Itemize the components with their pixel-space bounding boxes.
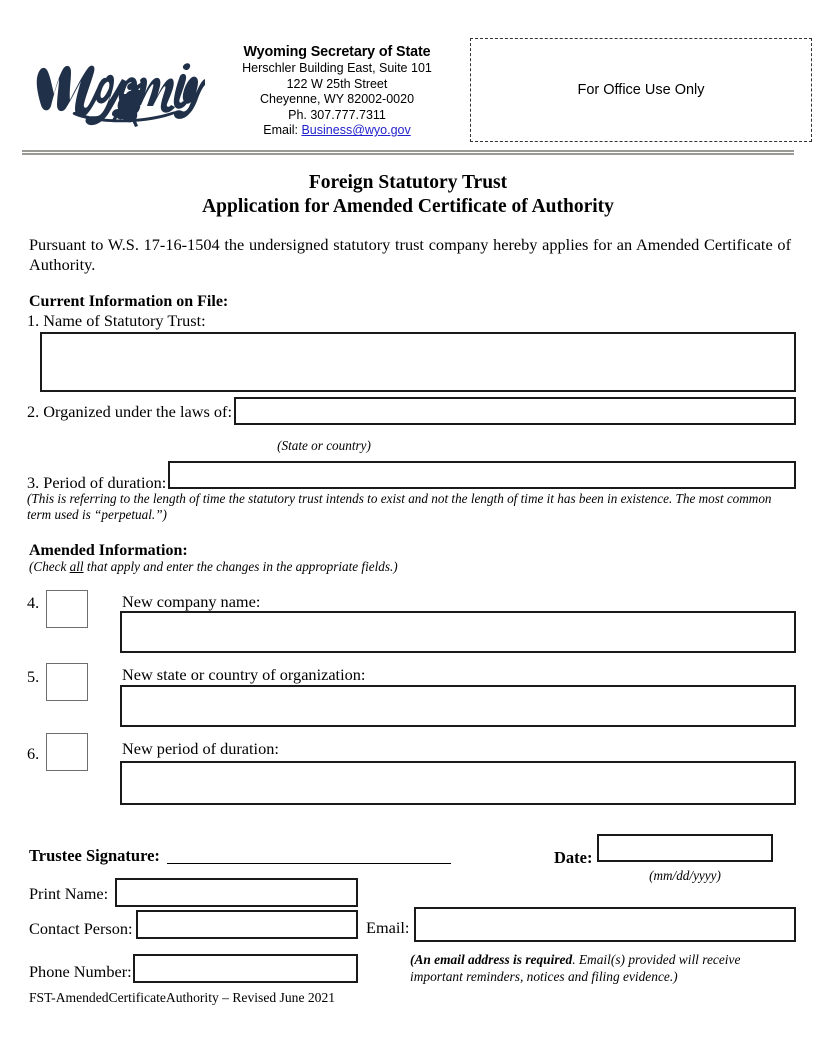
agency-address-block [212, 44, 462, 139]
checkbox-new-period-of-duration[interactable] [46, 733, 88, 771]
new-company-name-input[interactable] [120, 611, 796, 653]
item6-number: 6. [27, 744, 40, 763]
email-note-bold: (An email address is required [410, 952, 573, 967]
print-name-input[interactable] [115, 878, 358, 907]
phone-line: Ph. 307.777.7311 [288, 107, 386, 122]
email-link[interactable]: Business@wyo.gov [301, 123, 411, 138]
trustee-signature-label: Trustee Signature: [29, 846, 160, 865]
email-input[interactable] [414, 907, 796, 942]
new-period-of-duration-input[interactable] [120, 761, 796, 805]
date-input[interactable] [597, 834, 773, 862]
phone-number-input[interactable] [133, 954, 358, 983]
document-title-line1: Foreign Statutory Trust [308, 172, 508, 193]
period-of-duration-input[interactable] [168, 461, 796, 489]
contact-person-label: Contact Person: [29, 919, 133, 938]
date-format-hint: (mm/dd/yyyy) [649, 868, 721, 883]
amended-note-pre: (Check [29, 559, 70, 574]
email-required-note [410, 952, 760, 985]
intro-paragraph: Pursuant to W.S. 17-16-1504 the undersigned statutory trust company hereby applies for an Amended Certificate of Authority. [29, 235, 791, 274]
item1-label: 1. Name of Statutory Trust: [27, 311, 206, 330]
date-label: Date: [554, 848, 593, 867]
state-or-country-hint: (State or country) [277, 438, 371, 453]
form-code-footer: FST-AmendedCertificateAuthority – Revised June 2021 [29, 990, 336, 1005]
for-office-use-only-box [470, 38, 812, 142]
organized-under-laws-input[interactable] [234, 397, 796, 425]
trustee-signature-input[interactable] [167, 862, 451, 864]
item3-label: 3. Period of duration: [27, 473, 167, 492]
document-title-line2: Application for Amended Certificate of Authority [202, 196, 614, 217]
address-line-3: Cheyenne, WY 82002-0020 [259, 92, 415, 107]
address-line-2: 122 W 25th Street [286, 76, 388, 91]
checkbox-new-company-name[interactable] [46, 590, 88, 628]
checkbox-new-state-or-country[interactable] [46, 663, 88, 701]
contact-person-input[interactable] [136, 910, 358, 939]
email-note-rest: . Email(s) provided will receive important reminders, notices and filing evidence.) [410, 952, 741, 984]
period-of-duration-note: (This is referring to the length of time the statutory trust intends to exist and not the length of time it has been in existence. The most common term used is “perpetual.”) [27, 491, 772, 522]
address-line-1: Herschler Building East, Suite 101 [242, 61, 432, 75]
email-label: Email: [263, 123, 302, 138]
new-state-or-country-input[interactable] [120, 685, 796, 727]
for-office-use-only-label: For Office Use Only [577, 82, 705, 98]
email-line [212, 123, 462, 139]
current-info-heading: Current Information on File: [29, 293, 229, 310]
item4-label: New company name: [122, 592, 261, 611]
print-name-label: Print Name: [29, 884, 109, 903]
item4-number: 4. [27, 593, 40, 612]
amended-note-post: that apply and enter the changes in the appropriate fields.) [83, 559, 398, 574]
email-label: Email: [366, 918, 410, 937]
agency-name: Wyoming Secretary of State [243, 44, 431, 60]
wyoming-logo [30, 38, 205, 138]
amended-info-heading: Amended Information: [29, 542, 188, 559]
item5-label: New state or country of organization: [122, 665, 366, 684]
header-divider-rule [22, 150, 794, 155]
item2-label: 2. Organized under the laws of: [27, 402, 232, 421]
phone-number-label: Phone Number: [29, 962, 132, 981]
amended-info-note [29, 559, 398, 575]
item5-number: 5. [27, 667, 40, 686]
document-header [22, 30, 794, 142]
statutory-trust-name-input[interactable] [40, 332, 796, 392]
item6-label: New period of duration: [122, 739, 279, 758]
amended-note-underline: all [69, 559, 84, 574]
